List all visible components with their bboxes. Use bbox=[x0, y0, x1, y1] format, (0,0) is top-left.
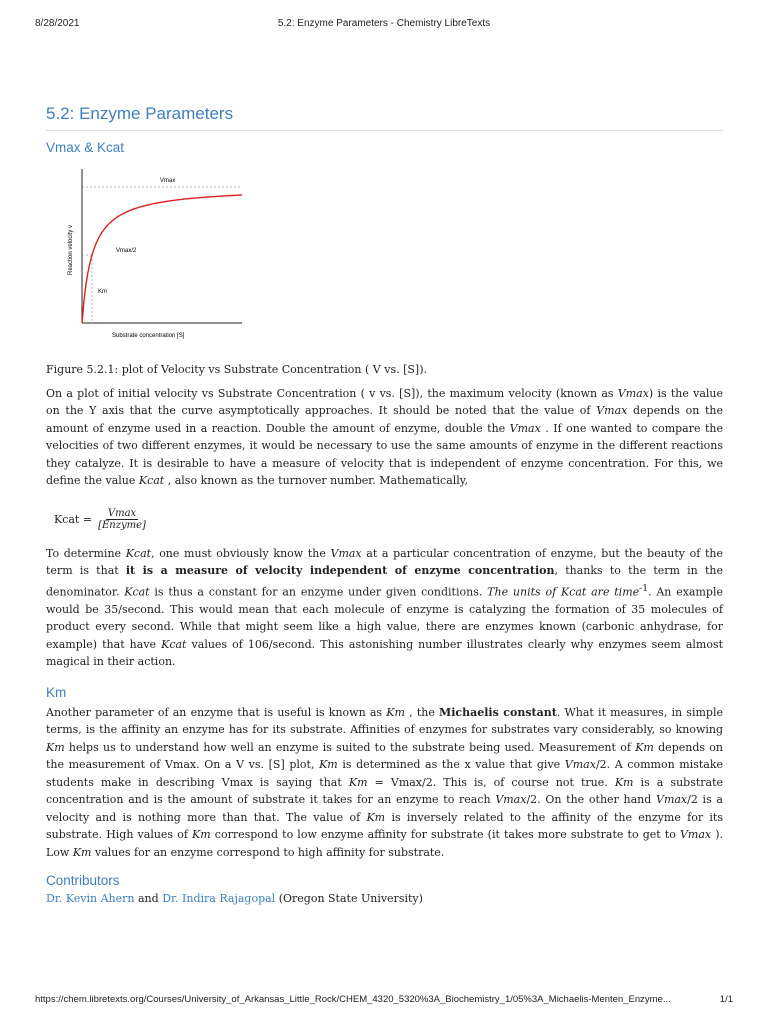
vmax-label: Vmax bbox=[160, 178, 176, 184]
text-run: ) is the value on the Y axis that the curve asymptotically approaches. It should be noted that the value of bbox=[46, 386, 723, 417]
text-run: is a substrate concentration and is the amount of substrate it takes for an enzyme to reach bbox=[46, 775, 724, 807]
formula-denominator: [Enzyme] bbox=[98, 519, 146, 531]
text-run: . What it measures, in simple terms, is the affinity an enzyme has for its substrate. Affinities of enzymes for substrates vary considerably, so knowing bbox=[46, 705, 723, 737]
section-heading-contributors: Contributors bbox=[46, 873, 120, 889]
text-run: depends on the amount of enzyme used in a reaction. Double the amount of enzyme, double the bbox=[46, 404, 723, 435]
formula-fraction bbox=[96, 508, 148, 531]
figure-caption: Figure 5.2.1: plot of Velocity vs Substrate Concentration ( V vs. [S]). bbox=[46, 363, 427, 376]
text-run: ). Low bbox=[46, 828, 723, 859]
section-heading-vmax: Vmax & Kcat bbox=[46, 140, 125, 155]
text-run: helps us to understand how well an enzyme is suited to the substrate being used. Measurement of bbox=[64, 740, 636, 754]
michaelis-curve bbox=[82, 195, 242, 323]
kcat-formula bbox=[54, 508, 723, 531]
math-kcat: Kcat bbox=[161, 637, 187, 651]
velocity-plot bbox=[56, 163, 246, 353]
text-run: at a particular concentration of enzyme, but the beauty of the term is that bbox=[46, 546, 723, 577]
page-number: 1/1 bbox=[719, 994, 733, 1005]
math-kcat: Kcat bbox=[138, 474, 165, 487]
math-km: Km bbox=[192, 828, 211, 842]
math-kcat: Kcat bbox=[124, 585, 150, 599]
text-run: , thanks to the term in the denominator. bbox=[46, 564, 723, 599]
half-vmax-label: Vmax/2 bbox=[116, 248, 137, 254]
math-km: Km bbox=[366, 810, 386, 824]
text-run: , the bbox=[404, 705, 440, 719]
math-vmax: Vmax bbox=[596, 404, 628, 417]
formula-numerator: Vmax bbox=[107, 507, 137, 519]
text-run: correspond to low enzyme affinity for substrate (it takes more substrate to get to bbox=[210, 828, 680, 842]
paragraph-vmax bbox=[46, 385, 723, 490]
contributor-link-ahern[interactable]: Dr. Kevin Ahern bbox=[46, 892, 135, 906]
text-run: On a plot of initial velocity vs Substrate Concentration ( v vs. [S]), the maximum velocity (known as bbox=[46, 386, 618, 400]
text-run: /2. A common mistake students make in describing Vmax is saying that bbox=[46, 758, 724, 789]
section-heading-km: Km bbox=[46, 684, 67, 700]
paragraph-kcat bbox=[46, 545, 723, 671]
math-vmax: Vmax bbox=[679, 828, 712, 842]
contributor-link-rajagopal[interactable]: Dr. Indira Rajagopal bbox=[162, 892, 276, 906]
math-vmax: Vmax bbox=[495, 793, 527, 807]
math-kcat: Kcat bbox=[125, 546, 152, 560]
formula-lhs: Kcat = bbox=[54, 512, 93, 526]
superscript: -1 bbox=[639, 582, 649, 594]
text-run: values of 106/second. This astonishing number illustrates clearly why enzymes seem almost magical in their action. bbox=[46, 637, 724, 669]
text-run: /2 is a velocity and is nothing more than that. The value of bbox=[46, 793, 723, 824]
math-km: Km bbox=[46, 740, 65, 754]
paragraph-km bbox=[46, 704, 723, 862]
text-run: values for an enzyme correspond to high affinity for substrate. bbox=[91, 845, 445, 859]
text-run: depends on the measurement of Vmax. On a V vs. [S] plot, bbox=[46, 740, 723, 772]
km-label: Km bbox=[98, 289, 107, 295]
math-km: Km bbox=[635, 740, 654, 754]
math-km: Km bbox=[614, 775, 634, 789]
print-title: 5.2: Enzyme Parameters - Chemistry LibreTexts bbox=[277, 18, 491, 29]
math-vmax: Vmax bbox=[330, 546, 362, 560]
text-run: and bbox=[134, 892, 163, 906]
math-km: Km bbox=[319, 758, 338, 772]
text-run: To determine bbox=[46, 546, 126, 560]
text-run: is thus a constant for an enzyme under given conditions. bbox=[149, 585, 488, 599]
math-vmax: Vmax bbox=[509, 421, 541, 435]
page-url: https://chem.libretexts.org/Courses/University_of_Arkansas_Little_Rock/CHEM_4320_5320%3A_Biochemistry_1/05%3A_Michaelis-Menten_Enzyme... bbox=[35, 994, 671, 1005]
text-run: = Vmax/2. This is, of course not true. bbox=[367, 775, 615, 789]
text-run: /2. On the other hand bbox=[526, 793, 656, 807]
text-run: is inversely related to the affinity of the enzyme for its substrate. High values of bbox=[46, 810, 723, 842]
text-run: , one must obviously know the bbox=[151, 546, 331, 560]
math-km: Km bbox=[72, 845, 92, 859]
article-content bbox=[46, 104, 723, 908]
math-km: Km bbox=[386, 705, 405, 719]
text-run: . An example would be 35/second. This would mean that each molecule of enzyme is catalyzing the formation of 35 molecules of product every second. While that might seem like a high value, there are enzymes known (carbonic anhydrase, for example) that have bbox=[46, 585, 723, 651]
math-vmax: Vmax bbox=[564, 758, 596, 772]
text-run: Another parameter of an enzyme that is useful is known as bbox=[46, 705, 387, 719]
italic-text: The units of Kcat are time bbox=[487, 585, 640, 599]
y-axis-label: Reaction velocity v bbox=[68, 224, 74, 275]
contributors-line bbox=[46, 890, 723, 908]
page-title: 5.2: Enzyme Parameters bbox=[46, 104, 723, 131]
bold-text: it is a measure of velocity independent of enzyme concentration bbox=[125, 564, 555, 577]
bold-text: Michaelis constant bbox=[439, 705, 557, 719]
math-vmax: Vmax bbox=[617, 386, 649, 400]
text-run: (Oregon State University) bbox=[275, 892, 423, 906]
math-vmax: Vmax bbox=[656, 793, 688, 807]
text-run: . If one wanted to compare the velocities of two different enzymes, it would be necessary to use the same amounts of enzyme in the different reactions they catalyze. It is desirable to have a measure of velocity that is independent of enzyme concentration. For this, we define the value bbox=[46, 421, 723, 487]
math-km: Km bbox=[348, 775, 368, 789]
text-run: , also known as the turnover number. Mathematically, bbox=[164, 474, 469, 487]
x-axis-label: Substrate concentration [S] bbox=[112, 333, 185, 339]
text-run: is determined as the x value that give bbox=[337, 758, 565, 772]
print-date: 8/28/2021 bbox=[35, 18, 80, 29]
